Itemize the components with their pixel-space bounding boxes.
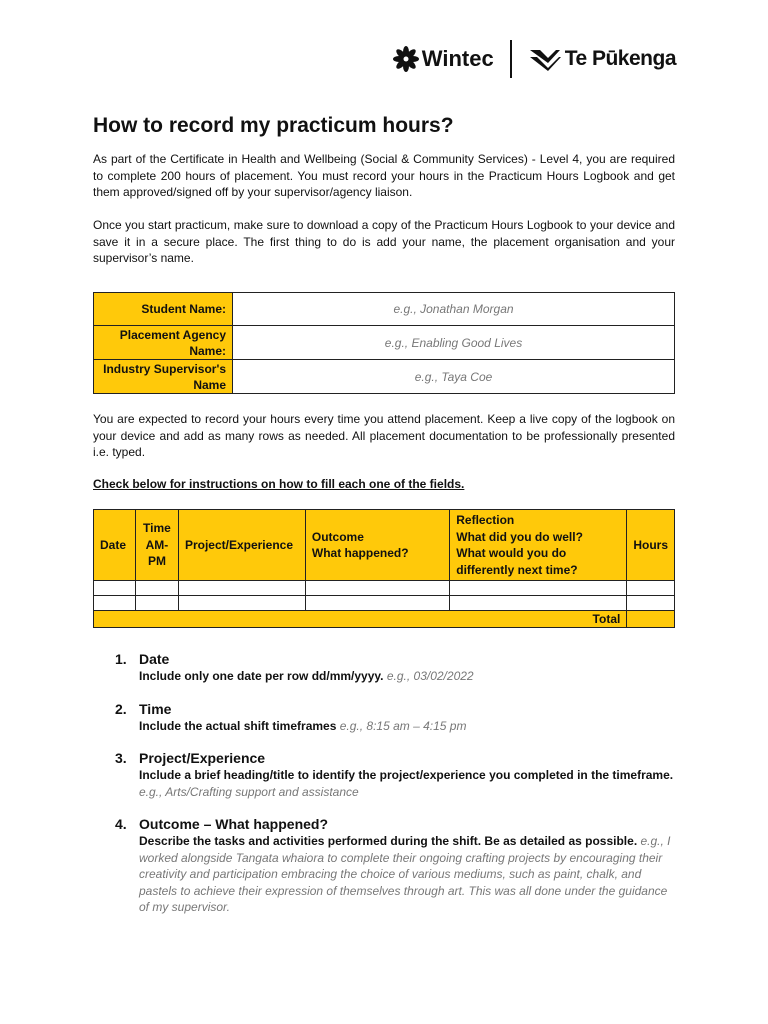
instruction-item-time	[115, 700, 675, 735]
instruction-example: e.g., 8:15 am – 4:15 pm	[339, 718, 467, 733]
project-cell[interactable]	[178, 581, 305, 596]
instruction-number: 4.	[115, 816, 127, 832]
outcome-header-line-2: What happened?	[311, 546, 409, 560]
date-column-header: Date	[94, 510, 136, 581]
reflection-header-line-3: What would you do differently next time?	[456, 546, 578, 577]
intro-paragraph-1: As part of the Certificate in Health and Wellbeing (Social & Community Services) - Level 4, you are required to complete 200 hours of placement. You must record your hours in the Practicum Hours Logbook and get them approved/signed off by your supervisor/agency liaison.	[93, 152, 675, 199]
outcome-header-line-1: Outcome	[311, 529, 364, 544]
logo-divider	[510, 40, 512, 78]
instruction-description	[139, 668, 675, 685]
instruction-title: Time	[139, 700, 172, 717]
instruction-description	[139, 767, 675, 800]
header	[393, 40, 676, 78]
supervisor-name-field[interactable]: e.g., Taya Coe	[233, 360, 675, 394]
student-info-table	[93, 292, 675, 394]
instruction-text: Describe the tasks and activities performed during the shift. Be as detailed as possible.	[139, 834, 638, 848]
date-cell[interactable]	[94, 581, 136, 596]
instruction-description	[139, 833, 675, 916]
info-row-student	[94, 293, 675, 326]
outcome-cell[interactable]	[305, 581, 449, 596]
log-header-row	[94, 510, 675, 581]
project-column-header: Project/Experience	[178, 510, 305, 581]
instruction-text: Include only one date per row dd/mm/yyyy.	[139, 669, 384, 683]
date-cell[interactable]	[94, 596, 136, 611]
wintec-logo-text: Wintec	[421, 46, 494, 71]
hours-cell[interactable]	[627, 581, 675, 596]
time-cell[interactable]	[135, 596, 178, 611]
instruction-title: Outcome – What happened?	[139, 816, 329, 832]
instruction-item-project	[115, 749, 675, 800]
wintec-flower-icon	[393, 46, 419, 72]
instruction-number: 3.	[115, 750, 127, 766]
logbook-paragraph: You are expected to record your hours every time you attend placement. Keep a live copy of the logbook on your device and add as many rows as needed. All placement documentation to be professionally presented i.e. typed.	[93, 412, 675, 459]
intro-paragraph-2: Once you start practicum, make sure to download a copy of the Practicum Hours Logbook to your device and save it in a secure place. The first thing to do is add your name, the placement organisation and your supervisor’s name.	[93, 218, 675, 265]
instruction-number: 2.	[115, 700, 127, 717]
total-row	[94, 611, 675, 628]
te-pukenga-wave-icon	[528, 46, 562, 72]
reflection-cell[interactable]	[450, 581, 627, 596]
hours-column-header: Hours	[627, 510, 675, 581]
instructions-link[interactable]: Check below for instructions on how to fill each one of the fields.	[93, 477, 465, 491]
instructions-list	[115, 650, 675, 931]
log-entry-row	[94, 596, 675, 611]
outcome-column-header	[305, 510, 449, 581]
instruction-example: e.g., Arts/Crafting support and assistance	[139, 784, 359, 799]
wintec-logo	[393, 46, 494, 72]
reflection-header-line-1: Reflection	[456, 513, 515, 527]
hours-cell[interactable]	[627, 596, 675, 611]
reflection-header-line-2: What did you do well?	[456, 529, 583, 544]
instruction-item-outcome	[115, 815, 675, 916]
log-entry-row	[94, 581, 675, 596]
instruction-example: e.g., 03/02/2022	[386, 669, 474, 683]
total-hours-cell[interactable]	[627, 611, 675, 628]
supervisor-name-label: Industry Supervisor's Name	[94, 360, 233, 394]
placement-agency-label: Placement Agency Name:	[94, 326, 233, 360]
instruction-title: Date	[139, 651, 170, 667]
te-pukenga-logo-text: Te Pūkenga	[564, 47, 676, 70]
instruction-number: 1.	[115, 651, 127, 667]
instruction-title: Project/Experience	[139, 750, 266, 766]
project-cell[interactable]	[178, 596, 305, 611]
student-name-label: Student Name:	[94, 293, 233, 326]
page-title: How to record my practicum hours?	[93, 114, 454, 137]
practicum-log-table	[93, 509, 675, 628]
outcome-cell[interactable]	[305, 596, 449, 611]
instruction-text: Include a brief heading/title to identify the project/experience you completed in the timeframe.	[139, 768, 674, 782]
time-cell[interactable]	[135, 581, 178, 596]
time-column-header: Time AM-PM	[135, 510, 178, 581]
instruction-example: e.g., I worked alongside Tangata whaiora to complete their ongoing crafting projects by encouraging their creativity and participation embracing the choice of various mediums, such as paint, chalk, and pastels to achieve their expression of themselves through art. This was all done under the guidance of my supervisor.	[139, 834, 671, 914]
te-pukenga-logo	[528, 46, 676, 72]
total-label: Total	[94, 611, 627, 628]
reflection-cell[interactable]	[450, 596, 627, 611]
reflection-column-header	[450, 510, 627, 581]
info-row-supervisor	[94, 360, 675, 394]
instruction-description	[139, 718, 675, 735]
placement-agency-field[interactable]: e.g., Enabling Good Lives	[233, 326, 675, 360]
instruction-item-date	[115, 650, 675, 685]
instruction-text: Include the actual shift timeframes	[139, 718, 337, 733]
student-name-field[interactable]: e.g., Jonathan Morgan	[233, 293, 675, 326]
info-row-agency	[94, 326, 675, 360]
